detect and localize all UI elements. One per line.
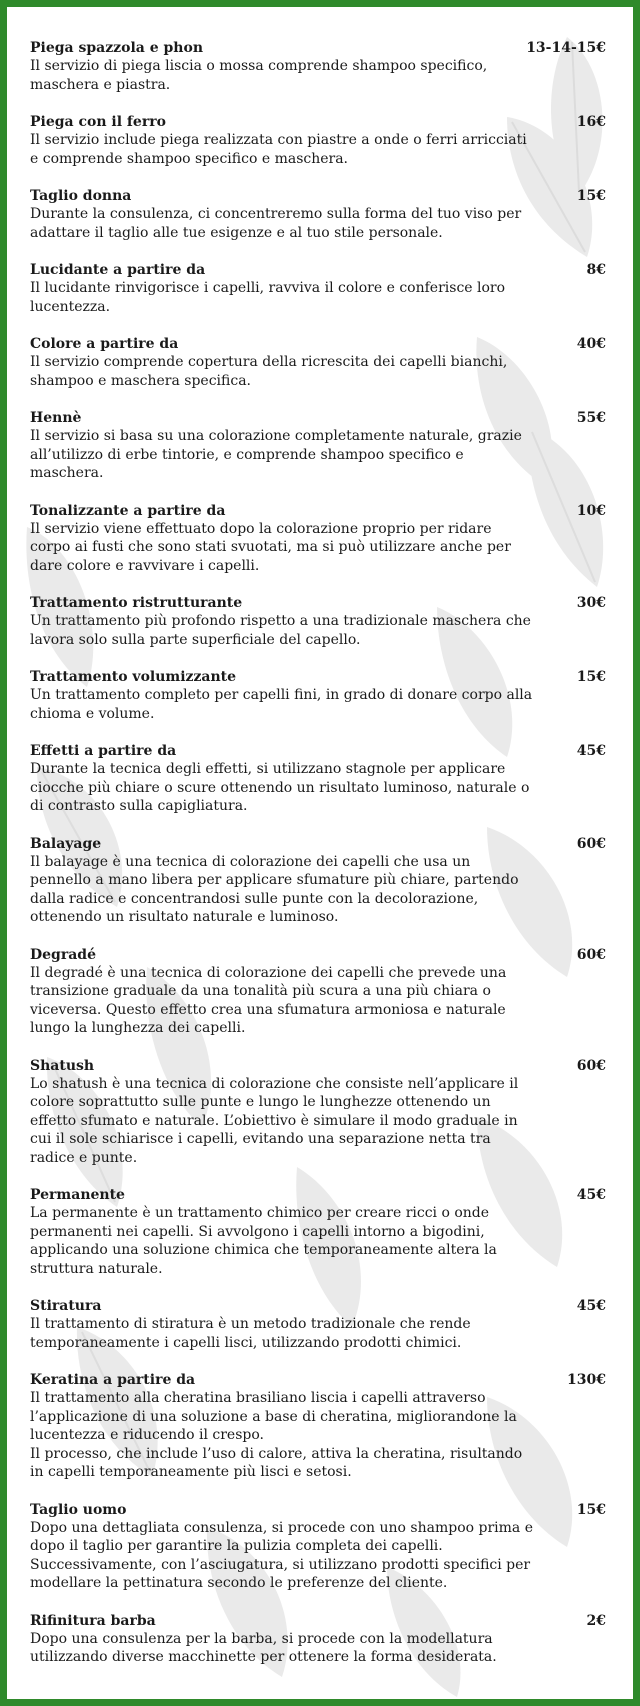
service-header (30, 742, 606, 760)
service-item (30, 668, 606, 723)
service-name: Taglio donna (30, 188, 132, 204)
service-item (30, 1612, 606, 1667)
service-name: Rifinitura barba (30, 1612, 156, 1629)
service-name: Tonalizzante a partire da (30, 502, 226, 519)
service-item (30, 1371, 606, 1482)
service-price: 15€ (576, 669, 606, 685)
service-price: 10€ (576, 502, 606, 519)
service-header (30, 1186, 606, 1204)
service-header (30, 835, 606, 853)
services-list (7, 7, 633, 1667)
service-description: Durante la consulenza, ci concentreremo sulla forma del tuo viso per adattare il taglio alle tue esigenze e al tuo stile personale. (30, 206, 522, 241)
service-item (30, 1297, 606, 1352)
service-item (30, 113, 606, 168)
service-price: 30€ (576, 595, 606, 611)
service-header (30, 1612, 606, 1630)
service-item (30, 409, 606, 483)
service-price: 2€ (586, 1612, 606, 1629)
service-name: Lucidante a partire da (30, 262, 206, 278)
service-name: Effetti a partire da (30, 743, 177, 759)
service-header (30, 1057, 606, 1075)
service-description: Il degradé è una tecnica di colorazione dei capelli che prevede una transizione graduale da una tonalità più scura a una più chiara o viceversa. Questo effetto crea una sfumatura armoniosa e naturale lungo la lunghezza dei capelli. (30, 964, 507, 1036)
service-description: Il trattamento di stiratura è un metodo tradizionale che rende temporaneamente i capelli lisci, utilizzando prodotti chimici. (30, 1316, 471, 1351)
service-description: Lo shatush è una tecnica di colorazione che consiste nell’applicare il colore soprattutto sulle punte e lungo le lunghezze ottenendo un effetto sfumato e naturale. L’obiettivo è simulare il modo graduale in cui il sole schiarisce i capelli, evitando una separazione netta tra radice e punte. (30, 1075, 519, 1166)
service-name: Taglio uomo (30, 1501, 127, 1518)
service-header (30, 1371, 606, 1389)
service-price: 60€ (576, 835, 606, 852)
service-name: Hennè (30, 410, 82, 426)
service-price: 15€ (576, 188, 606, 204)
service-description: Il servizio include piega realizzata con piastre a onde o ferri arricciati e comprende shampoo specifico e maschera. (30, 132, 527, 167)
service-name: Trattamento volumizzante (30, 669, 237, 685)
service-name: Colore a partire da (30, 336, 179, 352)
service-item (30, 335, 606, 390)
service-name: Degradé (30, 946, 96, 963)
service-price: 16€ (576, 114, 606, 130)
service-description: Durante la tecnica degli effetti, si utilizzano stagnole per applicare ciocche più chiare o scure ottenendo un risultato luminoso, naturale o di contrasto sulla capigliatura. (30, 761, 530, 814)
service-item (30, 1186, 606, 1278)
service-name: Permanente (30, 1187, 125, 1203)
service-item (30, 835, 606, 927)
service-description: Il servizio si basa su una colorazione completamente naturale, grazie all’utilizzo di erbe tintorie, e comprende shampoo specifico e maschera. (30, 428, 522, 481)
service-header (30, 502, 606, 520)
service-header (30, 39, 606, 57)
service-description: Dopo una consulenza per la barba, si procede con la modellatura utilizzando diverse macchinette per ottenere la forma desiderata. (30, 1630, 497, 1665)
service-price: 45€ (576, 743, 606, 759)
service-item (30, 946, 606, 1038)
service-description: Dopo una dettagliata consulenza, si procede con uno shampoo prima e dopo il taglio per garantire la pulizia completa dei capelli. Successivamente, con l’asciugatura, si utilizzano prodotti specifici per modellare la pettinatura secondo le preferenze del cliente. (30, 1519, 533, 1591)
service-price: 15€ (576, 1501, 606, 1518)
service-price: 60€ (576, 946, 606, 963)
service-item (30, 594, 606, 649)
service-item (30, 502, 606, 576)
service-item (30, 1501, 606, 1593)
service-item (30, 187, 606, 242)
service-description: La permanente è un trattamento chimico per creare ricci o onde permanenti nei capelli. Si avvolgono i capelli intorno a bigodini, applicando una soluzione chimica che temporaneamente altera la struttura naturale. (30, 1205, 497, 1277)
service-description: Un trattamento più profondo rispetto a una tradizionale maschera che lavora solo sulla parte superficiale del capello. (30, 613, 531, 648)
service-item (30, 742, 606, 816)
service-price: 55€ (576, 410, 606, 426)
service-description: Un trattamento completo per capelli fini, in grado di donare corpo alla chioma e volume. (30, 687, 533, 722)
service-header (30, 1297, 606, 1315)
service-item (30, 1057, 606, 1168)
service-description: Il lucidante rinvigorisce i capelli, ravviva il colore e conferisce loro lucentezza. (30, 280, 506, 315)
service-name: Stiratura (30, 1298, 102, 1314)
service-header (30, 594, 606, 612)
service-header (30, 1501, 606, 1519)
service-name: Piega con il ferro (30, 114, 166, 130)
service-header (30, 261, 606, 279)
service-price: 8€ (586, 262, 606, 278)
service-price: 40€ (576, 336, 606, 352)
service-name: Keratina a partire da (30, 1372, 196, 1388)
service-price: 60€ (576, 1057, 606, 1074)
service-price: 45€ (576, 1187, 606, 1203)
service-name: Piega spazzola e phon (30, 40, 203, 56)
service-header (30, 113, 606, 131)
service-name: Shatush (30, 1057, 95, 1074)
service-price: 45€ (576, 1298, 606, 1314)
service-item (30, 261, 606, 316)
service-price: 13-14-15€ (526, 40, 606, 56)
service-description: Il servizio di piega liscia o mossa comprende shampoo specifico, maschera e piastra. (30, 58, 488, 93)
service-header (30, 946, 606, 964)
service-header (30, 187, 606, 205)
service-description: Il trattamento alla cheratina brasiliano liscia i capelli attraverso l’applicazione di una soluzione a base di cheratina, migliorandone la lucentezza e riducendo il crespo. Il processo, che include l’uso di calore, attiva la cheratina, risultando in capelli temporaneamente più lisci e setosi. (30, 1390, 523, 1480)
service-description: Il servizio comprende copertura della ricrescita dei capelli bianchi, shampoo e maschera specifica. (30, 354, 508, 389)
service-price: 130€ (567, 1372, 606, 1388)
service-description: Il servizio viene effettuato dopo la colorazione proprio per ridare corpo ai fusti che sono stati svuotati, ma si può utilizzare anche per dare colore e ravvivare i capelli. (30, 520, 511, 574)
service-header (30, 335, 606, 353)
service-item (30, 39, 606, 94)
service-header (30, 409, 606, 427)
service-header (30, 668, 606, 686)
service-name: Balayage (30, 835, 102, 852)
service-name: Trattamento ristrutturante (30, 595, 243, 611)
service-description: Il balayage è una tecnica di colorazione dei capelli che usa un pennello a mano libera per applicare sfumature più chiare, partendo dalla radice e concentrandosi sulle punte con la decolorazione, ottenendo un risultato naturale e luminoso. (30, 853, 519, 925)
